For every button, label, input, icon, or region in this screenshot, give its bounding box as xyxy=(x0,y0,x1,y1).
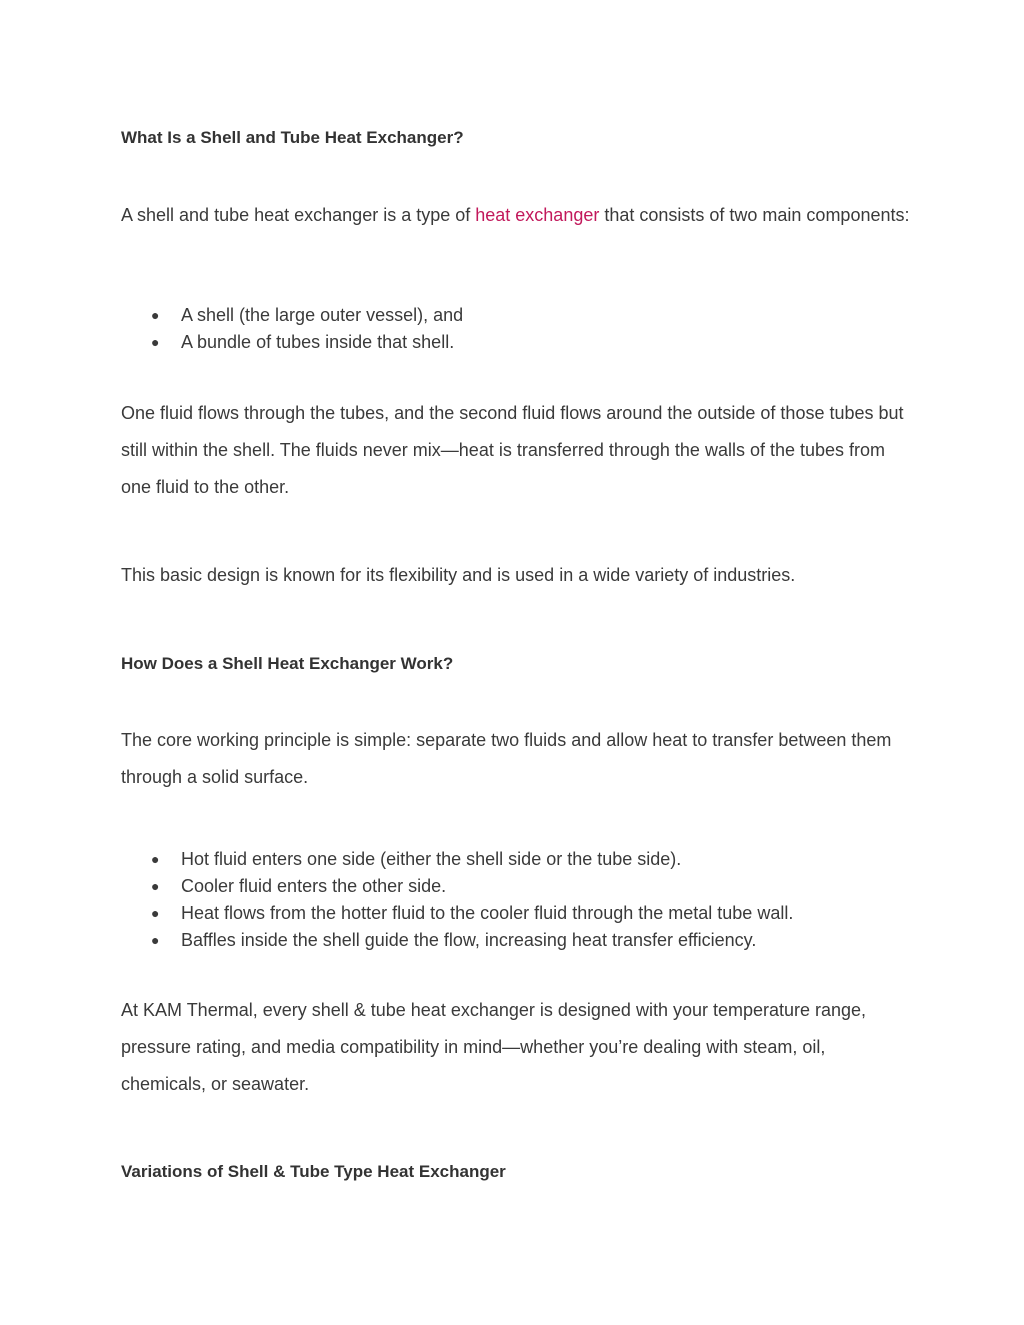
list-item xyxy=(121,846,911,873)
components-list xyxy=(121,302,911,356)
heading-how-it-works: How Does a Shell Heat Exchanger Work? xyxy=(121,654,454,673)
list-item xyxy=(121,302,911,329)
heat-exchanger-link[interactable]: heat exchanger xyxy=(475,205,600,225)
intro-text-after: that consists of two main components: xyxy=(599,205,910,225)
working-steps-list xyxy=(121,846,911,954)
paragraph-principle: The core working principle is simple: separate two fluids and allow heat to transfer between them through a solid surface. xyxy=(121,730,892,787)
list-item xyxy=(121,927,911,954)
bullet-icon: ● xyxy=(151,932,160,948)
heading-variations: Variations of Shell & Tube Type Heat Exchanger xyxy=(121,1162,506,1181)
list-item xyxy=(121,873,911,900)
bullet-icon: ● xyxy=(151,878,160,894)
list-item xyxy=(121,329,911,356)
list-item-text: A bundle of tubes inside that shell. xyxy=(181,332,455,352)
bullet-icon: ● xyxy=(151,905,160,921)
paragraph-design: This basic design is known for its flexibility and is used in a wide variety of industries. xyxy=(121,565,796,585)
intro-text-before: A shell and tube heat exchanger is a type of xyxy=(121,205,476,225)
bullet-icon: ● xyxy=(151,334,160,350)
list-item-text: Baffles inside the shell guide the flow, increasing heat transfer efficiency. xyxy=(181,930,757,950)
paragraph-fluid-flow: One fluid flows through the tubes, and the second fluid flows around the outside of those tubes but still within the shell. The fluids never mix—heat is transferred through the walls of the tubes from one fluid to the other. xyxy=(121,403,904,497)
list-item-text: Heat flows from the hotter fluid to the cooler fluid through the metal tube wall. xyxy=(181,903,794,923)
list-item-text: Hot fluid enters one side (either the shell side or the tube side). xyxy=(181,849,682,869)
list-item-text: Cooler fluid enters the other side. xyxy=(181,876,447,896)
list-item-text: A shell (the large outer vessel), and xyxy=(181,305,464,325)
list-item xyxy=(121,900,911,927)
paragraph-intro xyxy=(121,201,911,229)
paragraph-kam-thermal: At KAM Thermal, every shell & tube heat exchanger is designed with your temperature range, pressure rating, and media compatibility in mind—whether you’re dealing with steam, oil, chemicals, or seawater. xyxy=(121,1000,867,1094)
bullet-icon: ● xyxy=(151,307,160,323)
heading-what-is: What Is a Shell and Tube Heat Exchanger? xyxy=(121,128,464,147)
bullet-icon: ● xyxy=(151,851,160,867)
